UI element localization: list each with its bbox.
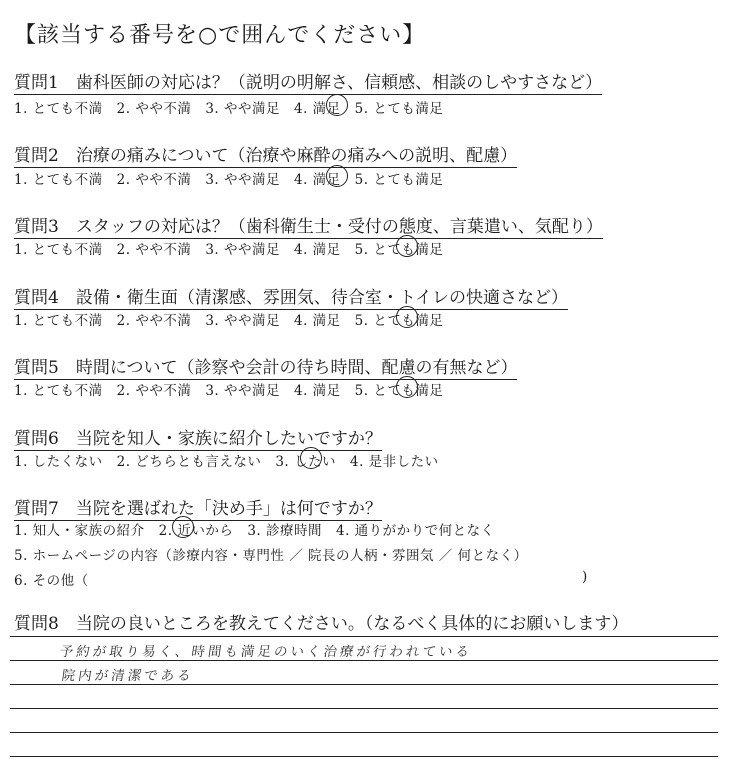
question-7-answers-line-1: 1. 知人・家族の紹介 2. 近いから 3. 診療時間 4. 通りがかりで何となく <box>14 523 495 539</box>
question-4-answers: 1. とても不満 2. やや不満 3. やや満足 4. 満足 5. とても満足 <box>14 313 444 329</box>
answer-line-5 <box>10 732 718 733</box>
question-1-title: 質問1 歯科医師の対応は？（説明の明解さ、信頼感、相談のしやすさなど） <box>14 68 602 95</box>
answer-line-3 <box>10 684 718 685</box>
question-5-title: 質問5 時間について（診察や会計の待ち時間、配慮の有無など） <box>14 353 517 380</box>
handwritten-answer-line-2: 院内が清潔である <box>60 668 195 684</box>
question-3-answers: 1. とても不満 2. やや不満 3. やや満足 4. 満足 5. とても満足 <box>14 242 444 258</box>
question-8-title: 質問8 当院の良いところを教えてください。（なるべく具体的にお願いします） <box>14 614 629 634</box>
answer-line-4 <box>10 708 718 709</box>
form-header: 【該当する番号を○で囲んでください】 <box>14 23 426 48</box>
question-2-selection-circle <box>326 165 348 187</box>
question-4-selection-circle <box>396 306 418 328</box>
question-2-title: 質問2 治療の痛みについて（治療や麻酔の痛みへの説明、配慮） <box>14 141 517 168</box>
question-6-title: 質問6 当院を知人・家族に紹介したいですか？ <box>14 424 382 451</box>
handwritten-answer-line-1: 予約が取り易く、時間も満足のいく治療が行われている <box>58 644 474 660</box>
question-6-selection-circle <box>300 447 322 469</box>
question-6-answers: 1. したくない 2. どちらとも言えない 3. したい 4. 是非したい <box>14 454 439 470</box>
question-3-title: 質問3 スタッフの対応は？（歯科衛生士・受付の態度、言葉遣い、気配り） <box>14 212 603 239</box>
answer-line-2 <box>10 660 718 661</box>
question-1-answers: 1. とても不満 2. やや不満 3. やや満足 4. 満足 5. とても満足 <box>14 101 444 117</box>
question-2-answers: 1. とても不満 2. やや不満 3. やや満足 4. 満足 5. とても満足 <box>14 172 444 188</box>
question-5-answers: 1. とても不満 2. やや不満 3. やや満足 4. 満足 5. とても満足 <box>14 383 444 399</box>
question-1-selection-circle <box>326 94 348 116</box>
question-7-answers-line-2: 5. ホームページの内容（診療内容・専門性 ／ 院長の人柄・雰囲気 ／ 何となく） <box>14 548 528 564</box>
question-7-other-close-paren: ) <box>582 569 588 585</box>
question-7-title: 質問7 当院を選ばれた「決め手」は何ですか？ <box>14 494 382 521</box>
answer-line-1 <box>10 636 718 637</box>
question-5-selection-circle <box>396 376 418 398</box>
question-7-selection-circle <box>172 516 194 538</box>
question-7-answers-line-3: 6. その他（ <box>14 573 89 589</box>
answer-line-6 <box>10 756 718 757</box>
question-4-title: 質問4 設備・衛生面（清潔感、雰囲気、待合室・トイレの快適さなど） <box>14 283 568 310</box>
question-3-selection-circle <box>396 235 418 257</box>
